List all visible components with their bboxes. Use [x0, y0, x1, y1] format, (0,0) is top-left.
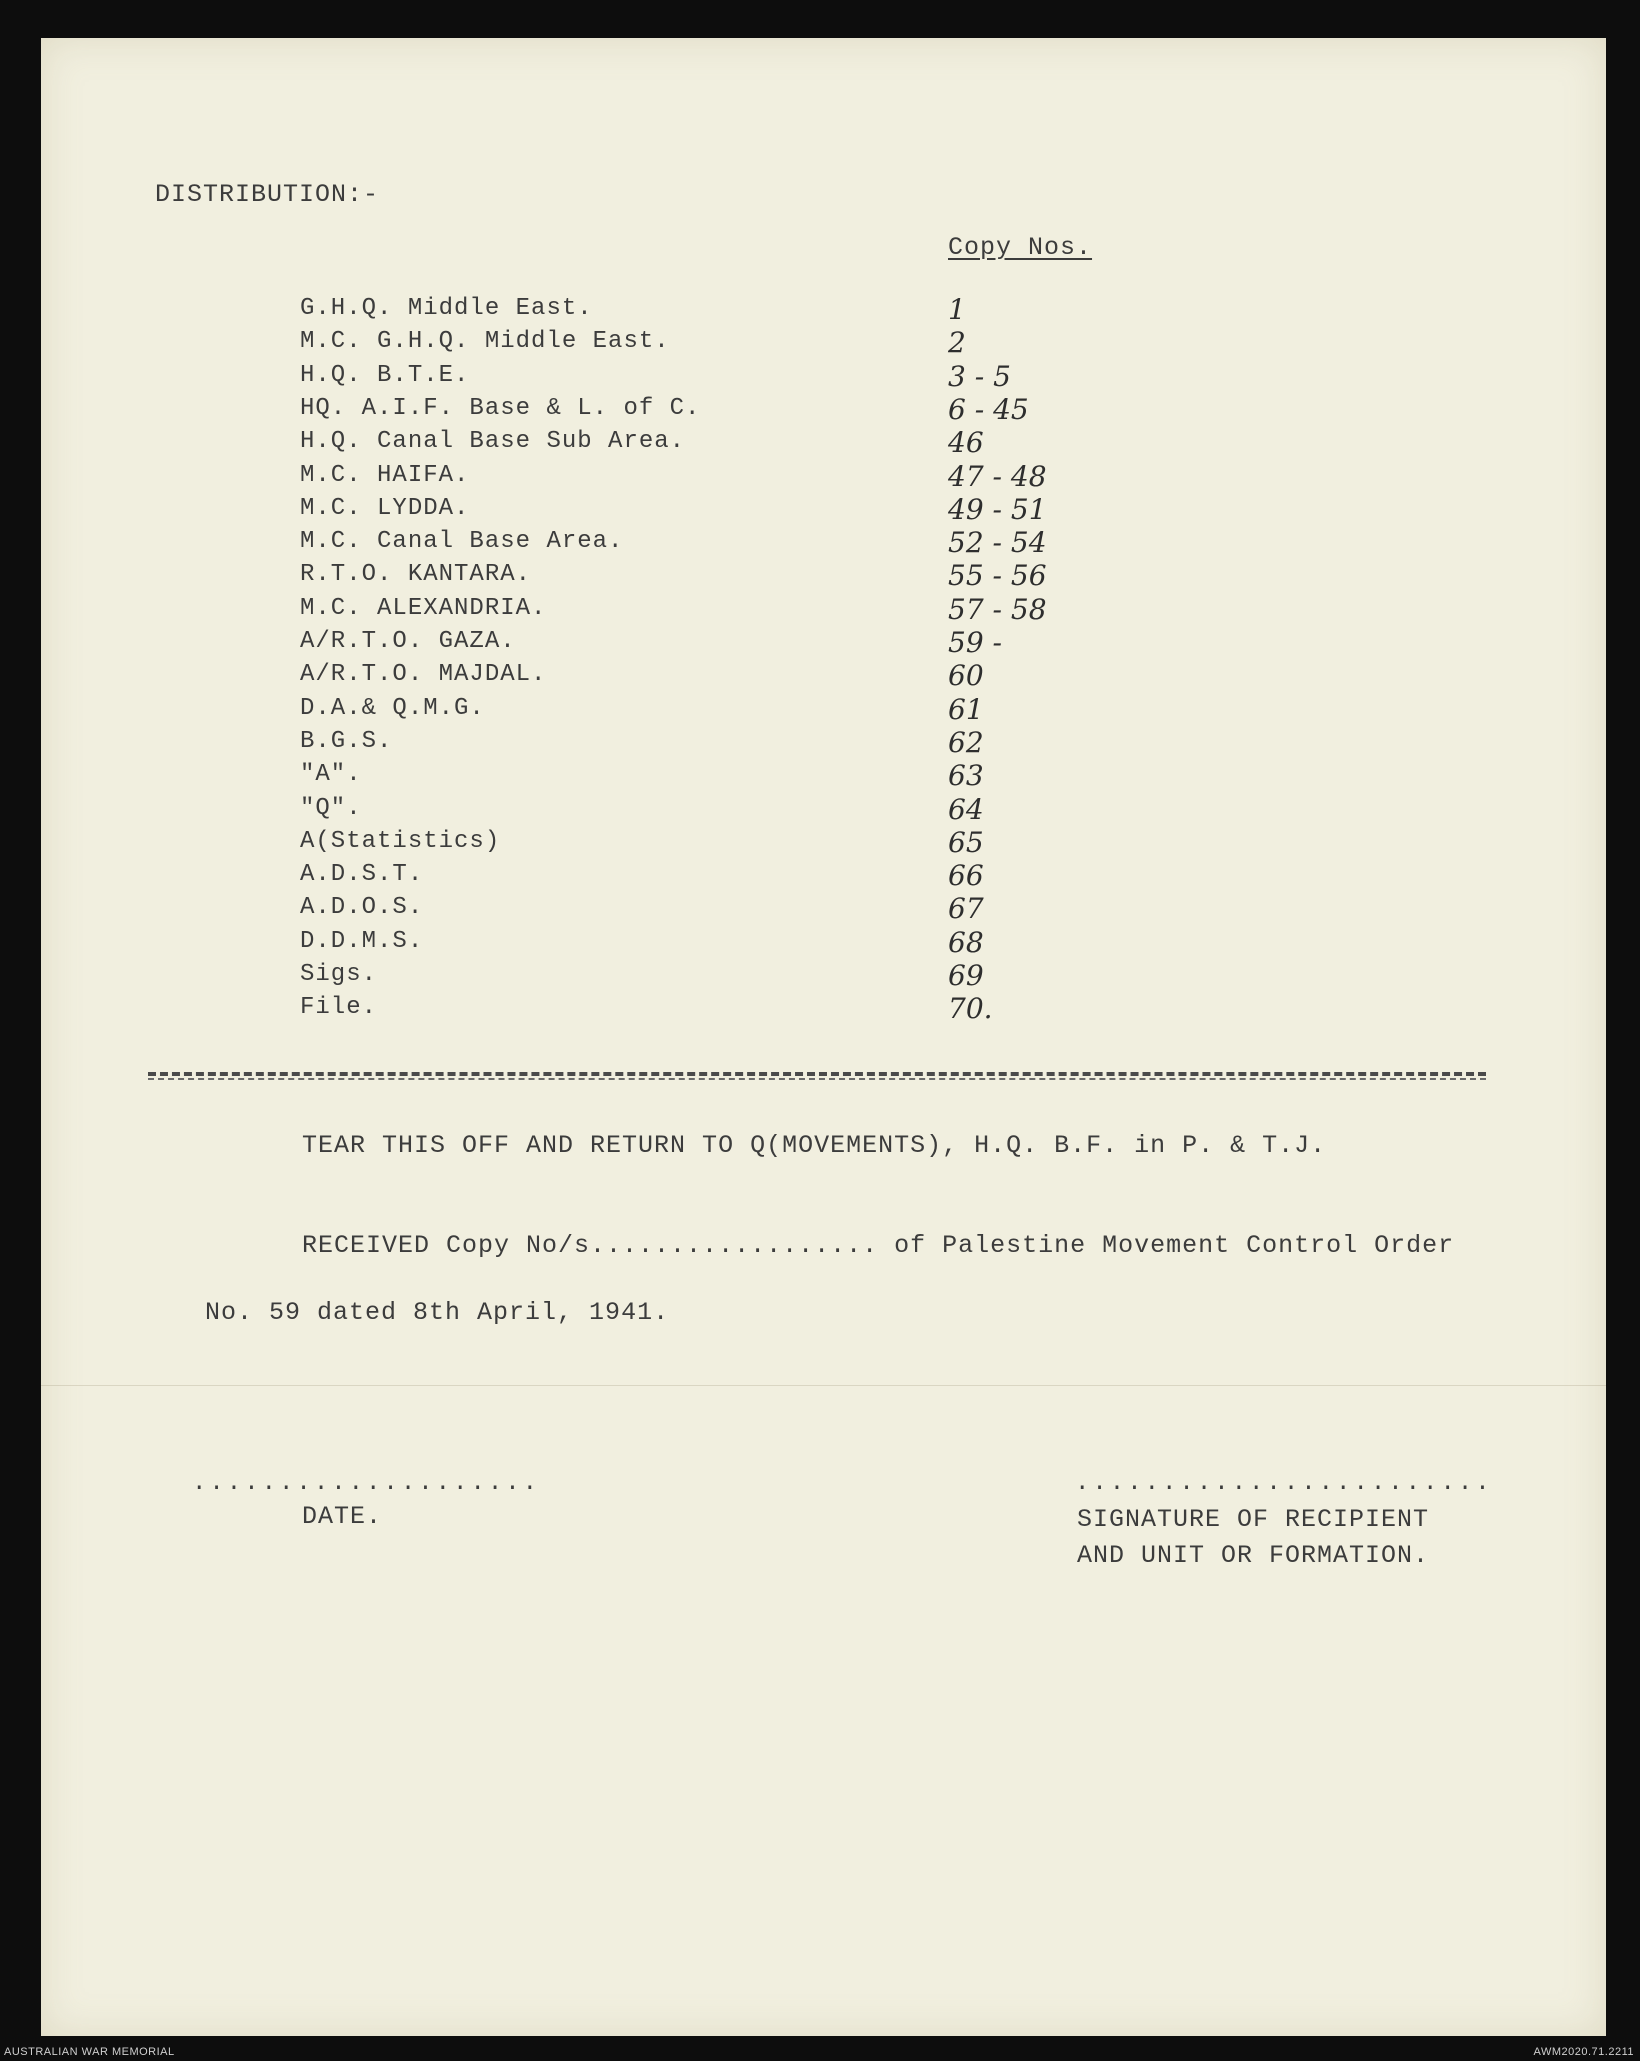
distribution-unit: A.D.O.S.	[300, 894, 424, 922]
distribution-unit: M.C. HAIFA.	[300, 461, 470, 489]
distribution-copy-numbers: 2	[948, 326, 966, 360]
signature-dotted-line: ........................	[1075, 1470, 1493, 1497]
footer-accession-number: AWM2020.71.2211	[1533, 2046, 1634, 2058]
distribution-copy-numbers: 55 - 56	[948, 559, 1047, 593]
distribution-unit: M.C. Canal Base Area.	[300, 528, 624, 556]
distribution-copy-numbers: 47 - 48	[948, 459, 1047, 493]
distribution-copy-numbers: 69	[948, 959, 984, 992]
distribution-row	[0, 428, 1200, 462]
distribution-unit: "A".	[300, 761, 362, 789]
distribution-row	[0, 894, 1200, 928]
distribution-copy-numbers: 63	[948, 759, 984, 793]
date-label: DATE.	[302, 1502, 383, 1531]
signature-label-line-1: SIGNATURE OF RECIPIENT	[1077, 1505, 1430, 1534]
distribution-row	[0, 459, 1200, 496]
distribution-heading: DISTRIBUTION:-	[155, 180, 380, 209]
distribution-copy-numbers: 67	[948, 892, 984, 926]
tear-off-instruction: TEAR THIS OFF AND RETURN TO Q(MOVEMENTS), H.Q. B.F. in P. & T.J.	[302, 1131, 1327, 1160]
distribution-unit: H.Q. B.T.E.	[300, 361, 470, 389]
distribution-unit: "Q".	[300, 794, 362, 822]
distribution-copy-numbers: 64	[948, 792, 984, 826]
distribution-unit: G.H.Q. Middle East.	[300, 295, 593, 322]
distribution-row	[0, 792, 1200, 829]
distribution-unit: H.Q. Canal Base Sub Area.	[300, 428, 686, 456]
distribution-row	[0, 692, 1200, 729]
distribution-row	[0, 725, 1200, 762]
distribution-copy-numbers: 65	[948, 825, 984, 859]
distribution-copy-numbers: 59 -	[948, 626, 1002, 659]
distribution-row	[0, 961, 1200, 995]
distribution-row	[0, 392, 1200, 429]
copy-nos-header: Copy Nos.	[948, 233, 1093, 262]
distribution-row	[0, 861, 1200, 895]
distribution-unit: M.C. G.H.Q. Middle East.	[300, 328, 670, 356]
distribution-unit: Sigs.	[300, 961, 378, 988]
distribution-row	[0, 925, 1200, 962]
distribution-unit: A.D.S.T.	[300, 861, 424, 889]
distribution-unit: M.C. LYDDA.	[300, 494, 470, 522]
distribution-copy-numbers: 46	[948, 426, 984, 460]
distribution-copy-numbers: 66	[948, 859, 984, 893]
distribution-row	[0, 628, 1200, 662]
distribution-copy-numbers: 52 - 54	[948, 526, 1047, 560]
distribution-row	[0, 661, 1200, 695]
signature-label	[1077, 1502, 1429, 1574]
distribution-copy-numbers: 68	[948, 925, 984, 959]
distribution-row	[0, 592, 1200, 629]
distribution-unit: A(Statistics)	[300, 827, 501, 855]
distribution-copy-numbers: 61	[948, 692, 984, 726]
distribution-row	[0, 295, 1200, 329]
footer-credit: AUSTRALIAN WAR MEMORIAL	[4, 2046, 175, 2058]
date-dotted-line: ....................	[192, 1470, 541, 1497]
tear-off-line	[148, 1072, 1486, 1076]
received-line: RECEIVED Copy No/s.................. of Palestine Movement Control Order	[302, 1231, 1455, 1260]
distribution-copy-numbers: 60	[948, 659, 984, 693]
distribution-row	[0, 492, 1200, 529]
distribution-row	[0, 994, 1200, 1028]
distribution-copy-numbers: 3 - 5	[948, 359, 1011, 393]
distribution-row	[0, 528, 1200, 562]
distribution-row	[0, 761, 1200, 795]
distribution-copy-numbers: 70.	[948, 992, 993, 1026]
distribution-copy-numbers: 62	[948, 725, 984, 759]
distribution-unit: D.A.& Q.M.G.	[300, 694, 485, 722]
distribution-unit: A/R.T.O. MAJDAL.	[300, 661, 547, 689]
distribution-row	[0, 825, 1200, 862]
distribution-copy-numbers: 6 - 45	[948, 392, 1029, 426]
distribution-copy-numbers: 57 - 58	[948, 592, 1047, 626]
signature-label-line-2: AND UNIT OR FORMATION.	[1077, 1541, 1430, 1570]
distribution-unit: D.D.M.S.	[300, 927, 424, 955]
distribution-unit: M.C. ALEXANDRIA.	[300, 594, 547, 622]
distribution-row	[0, 561, 1200, 595]
paper-fold	[41, 1385, 1606, 1386]
order-dated-line: No. 59 dated 8th April, 1941.	[205, 1298, 670, 1327]
distribution-copy-numbers: 1	[948, 293, 966, 326]
distribution-row	[0, 328, 1200, 362]
distribution-unit: R.T.O. KANTARA.	[300, 561, 532, 589]
distribution-row	[0, 359, 1200, 396]
distribution-unit: B.G.S.	[300, 727, 393, 755]
distribution-unit: A/R.T.O. GAZA.	[300, 628, 516, 655]
distribution-copy-numbers: 49 - 51	[948, 492, 1047, 526]
distribution-unit: HQ. A.I.F. Base & L. of C.	[300, 394, 701, 422]
distribution-unit: File.	[300, 994, 378, 1022]
